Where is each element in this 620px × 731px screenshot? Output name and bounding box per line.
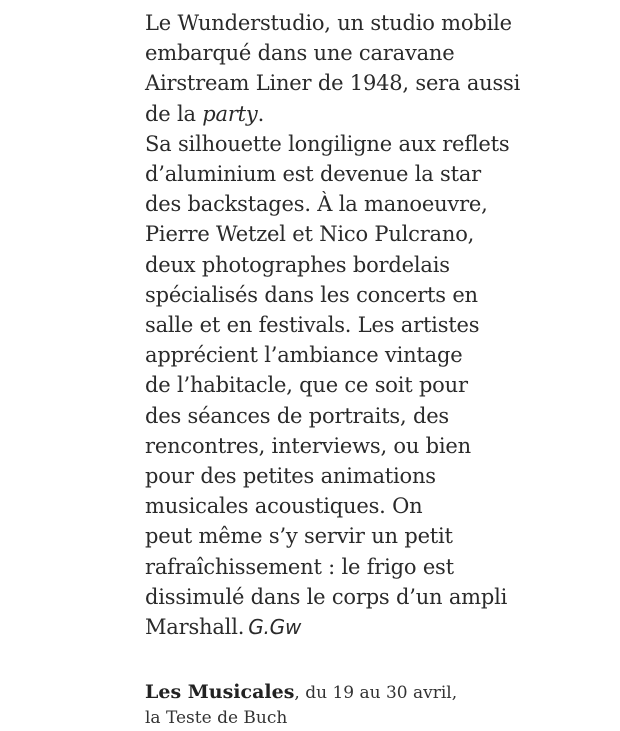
party-word: party <box>202 101 258 126</box>
article-line: apprécient l’ambiance vintage <box>145 343 463 368</box>
article-line: peut même s’y servir un petit <box>145 524 453 549</box>
event-location: la Teste de Buch <box>145 708 288 728</box>
article-line: deux photographes bordelais <box>145 252 450 277</box>
article-line-text: de la <box>145 101 203 126</box>
article-line: musicales acoustiques. On <box>145 494 423 519</box>
article-line: spécialisés dans les concerts en <box>145 282 478 307</box>
article-line: pour des petites animations <box>145 464 436 489</box>
article-line: des backstages. À la manoeuvre, <box>145 192 488 217</box>
party-suffix: . <box>257 101 265 126</box>
article-line-text: Marshall. <box>145 615 245 640</box>
event-info <box>145 680 615 731</box>
article-line <box>145 99 615 129</box>
article-line: des séances de portraits, des <box>145 403 450 428</box>
article-line: rencontres, interviews, ou bien <box>145 433 471 458</box>
article-line: d’aluminium est devenue la star <box>145 162 481 187</box>
article-line <box>145 612 615 642</box>
article-line: de l’habitacle, que ce soit pour <box>145 373 468 398</box>
article-line: Airstream Liner de 1948, sera aussi <box>145 71 521 96</box>
article-line: rafraîchissement : le frigo est <box>145 554 454 579</box>
article-body <box>145 8 615 642</box>
article-line: salle et en festivals. Les artistes <box>145 313 480 338</box>
event-line <box>145 680 615 706</box>
article-line: Sa silhouette longiligne aux reflets <box>145 131 510 156</box>
article-line: Le Wunderstudio, un studio mobile <box>145 11 512 35</box>
article-line: dissimulé dans le corps d’un ampli <box>145 584 508 609</box>
author-signature: G.Gw <box>248 615 302 640</box>
article-line: Pierre Wetzel et Nico Pulcrano, <box>145 222 475 247</box>
article-line: embarqué dans une caravane <box>145 41 455 66</box>
event-dates: , du 19 au 30 avril, <box>294 683 458 703</box>
event-name: Les Musicales <box>145 681 295 703</box>
